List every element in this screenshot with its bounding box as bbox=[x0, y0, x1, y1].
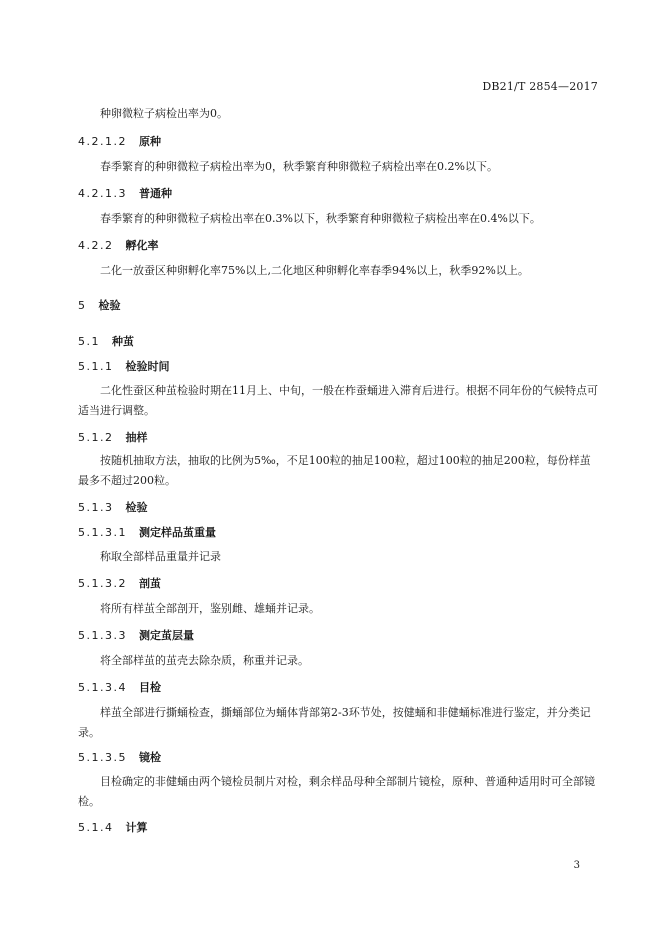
section-heading bbox=[78, 357, 598, 377]
section-heading bbox=[78, 296, 598, 316]
paragraph: 将全部样茧的茧壳去除杂质，称重并记录。 bbox=[100, 654, 309, 667]
section-heading bbox=[78, 428, 598, 448]
page-number: 3 bbox=[573, 860, 580, 871]
heading-title: 检验 bbox=[98, 299, 121, 312]
heading-number: 4.2.1.3 bbox=[78, 187, 127, 200]
heading-number: 5.1.1 bbox=[78, 360, 114, 373]
heading-title: 检验时间 bbox=[125, 360, 170, 373]
heading-title: 计算 bbox=[125, 821, 148, 834]
heading-title: 镜检 bbox=[138, 751, 161, 764]
section-heading bbox=[78, 523, 598, 543]
heading-number: 5 bbox=[78, 299, 87, 312]
paragraph: 样茧全部进行撕蛹检查，撕蛹部位为蛹体背部第2-3环节处，按健蛹和非健蛹标准进行鉴定，并分类记录。 bbox=[78, 706, 591, 739]
heading-number: 4.2.2 bbox=[78, 239, 114, 252]
section-heading bbox=[78, 236, 598, 256]
section-heading bbox=[78, 132, 598, 152]
paragraph: 春季繁育的种卵微粒子病检出率为0，秋季繁育种卵微粒子病检出率在0.2%以下。 bbox=[100, 160, 498, 173]
heading-number: 5.1.3.2 bbox=[78, 577, 127, 590]
document-code: DB21/T 2854—2017 bbox=[482, 80, 598, 93]
heading-title: 孵化率 bbox=[125, 239, 159, 252]
section-heading bbox=[78, 498, 598, 518]
heading-number: 5.1 bbox=[78, 335, 100, 348]
paragraph: 种卵微粒子病检出率为0。 bbox=[100, 107, 228, 120]
paragraph: 二化性蚕区种茧检验时期在11月上、中旬，一般在柞蚕蛹进入滞育后进行。根据不同年份的气候特点可适当进行调整。 bbox=[78, 384, 598, 417]
paragraph: 将所有样茧全部剖开，鉴别雌、雄蛹并记录。 bbox=[100, 602, 320, 615]
section-heading bbox=[78, 184, 598, 204]
paragraph: 称取全部样品重量并记录 bbox=[100, 550, 221, 563]
heading-number: 5.1.3 bbox=[78, 501, 114, 514]
heading-number: 5.1.2 bbox=[78, 431, 114, 444]
heading-number: 5.1.3.5 bbox=[78, 751, 127, 764]
section-heading bbox=[78, 574, 598, 594]
section-heading bbox=[78, 748, 598, 768]
section-heading bbox=[78, 678, 598, 698]
heading-title: 抽样 bbox=[125, 431, 148, 444]
paragraph: 按随机抽取方法，抽取的比例为5‰，不足100粒的抽足100粒，超过100粒的抽足200粒，每份样茧最多不超过200粒。 bbox=[78, 454, 591, 487]
paragraph: 目检确定的非健蛹由两个镜检员制片对检，剩余样品母种全部制片镜检，原种、普通种适用时可全部镜检。 bbox=[78, 775, 595, 808]
heading-number: 5.1.3.3 bbox=[78, 629, 127, 642]
heading-title: 目检 bbox=[138, 681, 161, 694]
section-heading bbox=[78, 626, 598, 646]
section-heading bbox=[78, 332, 598, 352]
heading-number: 5.1.4 bbox=[78, 821, 114, 834]
section-heading bbox=[78, 818, 598, 838]
heading-title: 原种 bbox=[138, 135, 161, 148]
heading-title: 检验 bbox=[125, 501, 148, 514]
heading-title: 测定样品茧重量 bbox=[138, 526, 216, 539]
heading-title: 种茧 bbox=[112, 335, 134, 348]
paragraph: 二化一放蚕区种卵孵化率75%以上,二化地区种卵孵化率春季94%以上，秋季92%以上。 bbox=[100, 264, 529, 277]
heading-title: 剖茧 bbox=[138, 577, 161, 590]
heading-title: 普通种 bbox=[138, 187, 172, 200]
heading-title: 测定茧层量 bbox=[138, 629, 194, 642]
paragraph: 春季繁育的种卵微粒子病检出率在0.3%以下，秋季繁育种卵微粒子病检出率在0.4%以下。 bbox=[100, 212, 541, 225]
heading-number: 5.1.3.1 bbox=[78, 526, 127, 539]
heading-number: 5.1.3.4 bbox=[78, 681, 127, 694]
heading-number: 4.2.1.2 bbox=[78, 135, 127, 148]
